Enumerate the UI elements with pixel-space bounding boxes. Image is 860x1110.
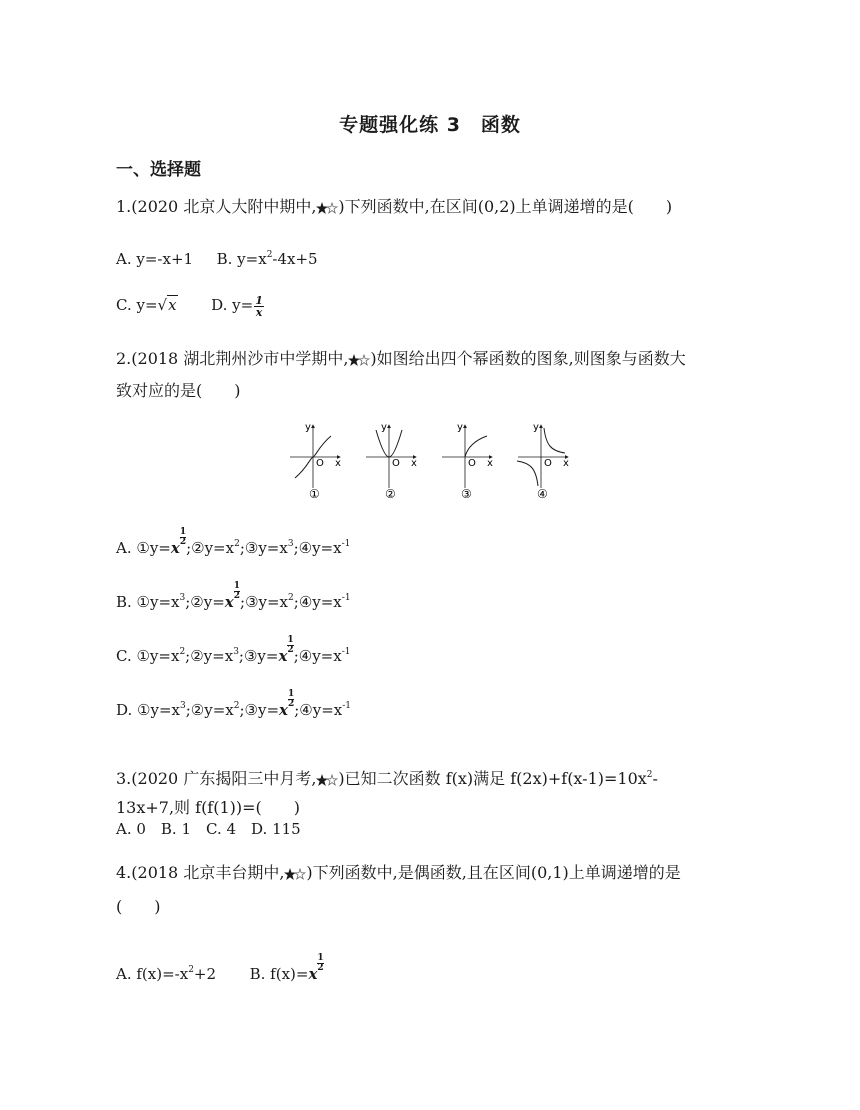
q1-option-c: C. y=√x (116, 296, 177, 314)
q1-option-b: B. $y=x^2-4x+5$ (216, 250, 318, 268)
question-3-stem-cont: 13x+7,则 f(f(1))=( ) (116, 798, 301, 817)
q2-option-a: A. ①y=x $\frac{1}{2}$ $;②y=x^2;③y=x^3;④y=x^{-1}$ (116, 527, 351, 557)
question-4-stem (116, 862, 681, 884)
question-3-source: 3.(2020 广东揭阳三中月考, (116, 769, 317, 788)
svg-text:②: ② (385, 487, 396, 500)
q1-options-row-2 (116, 294, 264, 318)
question-1-stem (116, 196, 672, 218)
svg-text:O: O (392, 458, 400, 469)
svg-text:x: x (335, 458, 341, 469)
power-function-graphs (285, 420, 585, 500)
svg-text:x: x (487, 458, 493, 469)
question-2-stem (116, 348, 686, 370)
q2-option-d: D. $①y=x^3;②y=x^2;③y=x$ $\frac{1}{2}$ $;④y=x^{-1}$ (116, 689, 352, 719)
question-2-stem-cont: 致对应的是( ) (116, 381, 241, 400)
question-2-text: )如图给出四个幂函数的图象,则图象与函数大 (370, 349, 686, 368)
svg-text:x: x (411, 458, 417, 469)
question-4-source: 4.(2018 北京丰台期中, (116, 863, 285, 882)
svg-text:O: O (544, 458, 552, 469)
section-heading: 一、选择题 (116, 160, 201, 180)
page-title: 专题强化练 3 函数 (339, 114, 521, 136)
svg-text:④: ④ (537, 487, 548, 500)
svg-text:y: y (305, 422, 311, 433)
question-1-text: )下列函数中,在区间(0,2)上单调递增的是( ) (338, 197, 673, 216)
difficulty-stars-icon (316, 202, 338, 214)
q4-option-b: B. f(x)=x $\frac{1}{2}$ (249, 953, 324, 983)
question-1-source: 1.(2020 北京人大附中期中, (116, 197, 317, 216)
svg-text:O: O (316, 458, 324, 469)
svg-text:①: ① (309, 487, 320, 500)
graph-4 (517, 422, 569, 500)
graph-1 (290, 422, 341, 500)
difficulty-stars-icon (284, 868, 306, 880)
graph-2 (366, 422, 417, 500)
q4-options-row-1 (116, 954, 324, 985)
question-3-text: )已知二次函数 f(x)满足 f(2x)+f(x-1)=10x (338, 769, 647, 788)
svg-text:y: y (533, 422, 539, 433)
q1-option-a: A. y=-x+1 (116, 250, 194, 268)
question-3-stem: 3.(2020 广东揭阳三中月考, )已知二次函数 f(x)满足 $f(2x)+f(x-1)=10x^2-$ (116, 769, 658, 788)
svg-text:O: O (468, 458, 476, 469)
graph-3 (442, 422, 493, 500)
q1-option-d: D. y= $\frac{1}{x}$ (211, 293, 263, 319)
q2-option-c: C. $①y=x^2;②y=x^3;③y=x$ $\frac{1}{2}$ $;④y=x^{-1}$ (116, 635, 351, 665)
difficulty-stars-icon (316, 774, 338, 786)
question-2-source: 2.(2018 湖北荆州沙市中学期中, (116, 349, 349, 368)
svg-text:y: y (457, 422, 463, 433)
q2-option-b: B. $①y=x^3;②y=x$ $\frac{1}{2}$ $;③y=x^2;④y=x^{-1}$ (116, 581, 351, 611)
svg-text:x: x (563, 458, 569, 469)
q3-options: A. 0 B. 1 C. 4 D. 115 (116, 820, 301, 838)
question-4-text: )下列函数中,是偶函数,且在区间(0,1)上单调递增的是 (306, 863, 681, 882)
svg-text:③: ③ (461, 487, 472, 500)
difficulty-stars-icon (348, 354, 370, 366)
svg-text:y: y (381, 422, 387, 433)
question-4-stem-cont: ( ) (116, 897, 161, 916)
q1-options-row-1 (116, 244, 318, 270)
q4-option-a: A. $f(x)=-x^2+2$ (116, 965, 217, 983)
